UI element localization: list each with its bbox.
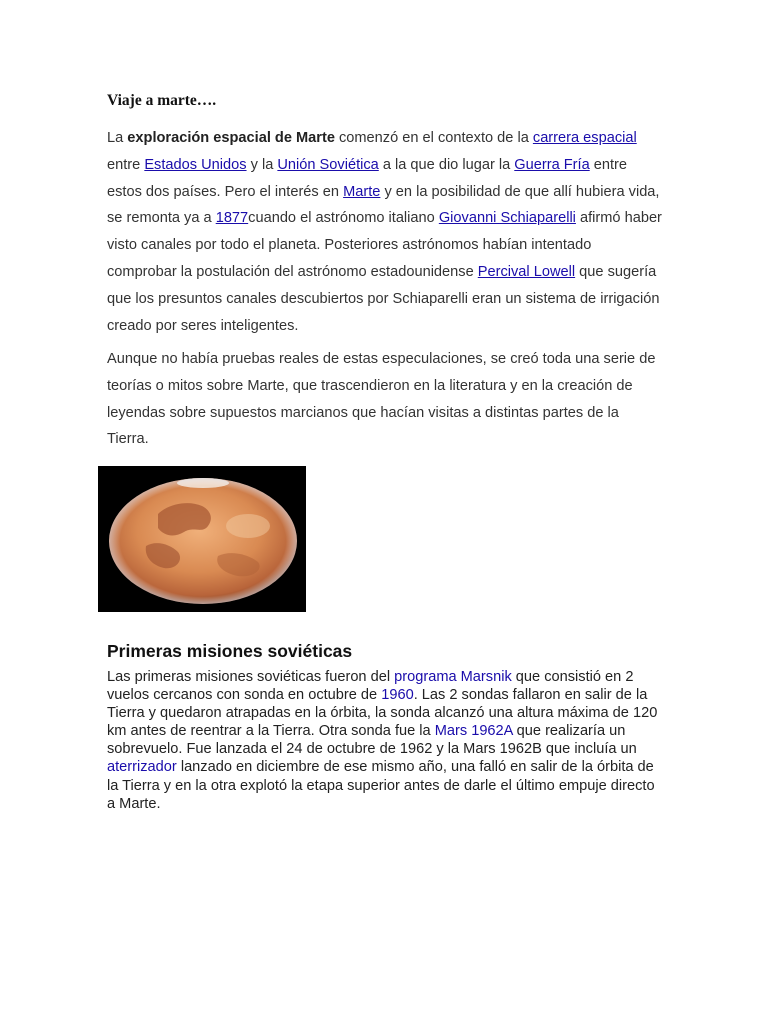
document-title: Viaje a marte…. <box>107 92 217 109</box>
mars-image <box>98 466 306 612</box>
mars-planet-icon <box>98 466 306 612</box>
hyperlink[interactable]: 1960 <box>381 687 414 704</box>
hyperlink[interactable]: 1877 <box>215 210 249 227</box>
hyperlink[interactable]: programa Marsnik <box>394 669 512 685</box>
text-run: que sugería que los presuntos canales descubiertos por Schiaparelli eran un sistema de irrigación creado por seres inteligentes. <box>107 263 660 334</box>
hyperlink[interactable]: carrera espacial <box>532 130 637 146</box>
text-run: afirmó haber visto canales por todo el planeta. Posteriores astrónomos habían intentado comprobar la postulación del astrónomo estadounidense <box>107 210 662 280</box>
hyperlink[interactable]: Marte <box>343 183 381 200</box>
hyperlink[interactable]: aterrizador <box>107 759 177 776</box>
hyperlink[interactable]: Estados Unidos <box>144 156 247 173</box>
hyperlink[interactable]: Mars 1962A <box>434 723 513 740</box>
text-run: cuando el astrónomo italiano <box>248 210 439 227</box>
paragraph-myths: Aunque no había pruebas reales de estas especulaciones, se creó toda una serie de teorías o mitos sobre Marte, que trascendieron en la literatura y en la creación de leyendas sobre supuestos marcianos que hacían visitas a distintas partes de la Tierra. <box>107 351 656 448</box>
text-run: lanzado en diciembre de ese mismo año, una falló en salir de la órbita de la Tierra y en la otra explotó la etapa superior antes de darle el último empuje directo a Marte. <box>107 759 655 812</box>
text-run: entre <box>107 156 145 173</box>
hyperlink[interactable]: Giovanni Schiaparelli <box>438 210 576 227</box>
hyperlink[interactable]: Guerra Fría <box>514 156 590 173</box>
text-run: comenzó en el contexto de la <box>334 130 533 146</box>
text-run: y la <box>246 156 278 173</box>
text-run: . Las 2 sondas fallaron en salir de la Tierra y quedaron atrapadas en la órbita, la sonda alcanzó una altura máxima de 120 km antes de reentrar a la Tierra. Otra sonda fue la <box>107 687 658 740</box>
hyperlink[interactable]: Unión Soviética <box>277 156 379 173</box>
paragraph-exploration <box>107 125 662 339</box>
text-run: La <box>107 130 128 146</box>
text-run: entre estos dos países. Pero el interés en <box>107 156 628 200</box>
section-title: Primeras misiones soviéticas <box>107 641 353 661</box>
paragraph-soviet-missions <box>107 668 662 813</box>
text-run: y en la posibilidad de que allí hubiera vida, se remonta ya a <box>107 183 660 227</box>
bold-term: exploración espacial de Marte <box>127 130 335 146</box>
text-run: a la que dio lugar la <box>378 156 515 173</box>
text-run: Las primeras misiones soviéticas fueron del <box>107 669 395 685</box>
hyperlink[interactable]: Percival Lowell <box>477 263 576 280</box>
text-run: que realizaría un sobrevuelo. Fue lanzada el 24 de octubre de 1962 y la Mars 1962B que incluía un <box>107 723 637 758</box>
text-run: que consistió en 2 vuelos cercanos con sonda en octubre de <box>107 669 634 704</box>
